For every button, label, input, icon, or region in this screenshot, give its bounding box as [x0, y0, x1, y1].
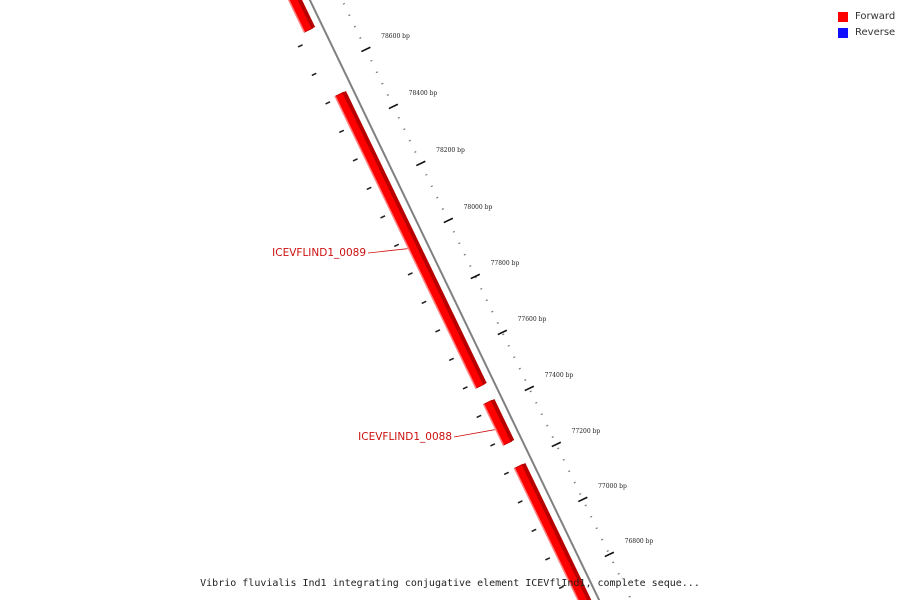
sequence-caption: Vibrio fluvialis Ind1 integrating conjugative element ICEVflInd1, complete seque... [200, 578, 700, 589]
minor-tick [535, 402, 537, 403]
left-scale-tick [490, 444, 495, 446]
left-scale-tick [449, 358, 454, 360]
minor-tick [607, 551, 609, 552]
minor-tick [486, 300, 488, 301]
left-scale-tick [408, 273, 413, 275]
minor-tick [530, 391, 532, 392]
tick-label: 77200 bp [571, 428, 601, 436]
tick-label: 78400 bp [408, 90, 438, 98]
left-scale-tick [367, 187, 372, 189]
left-scale-tick [504, 472, 509, 474]
minor-tick [502, 334, 504, 335]
tick-label: 76800 bp [624, 538, 654, 546]
major-tick [498, 330, 507, 334]
gene-highlight [335, 96, 476, 388]
left-scale-tick [477, 415, 482, 417]
gene-label-leader [454, 430, 495, 437]
left-scale-tick [339, 130, 344, 132]
reverse-swatch-icon [838, 28, 848, 38]
minor-tick [370, 60, 372, 61]
major-tick [605, 552, 614, 556]
minor-tick [480, 288, 482, 289]
left-scale-tick [463, 387, 468, 389]
minor-tick [398, 117, 400, 118]
gene-body [335, 92, 484, 388]
left-scale-tick [435, 330, 440, 332]
gene-side [342, 91, 486, 385]
tick-label: 78000 bp [463, 204, 493, 212]
minor-tick [513, 357, 515, 358]
minor-tick [425, 174, 427, 175]
minor-tick [552, 437, 554, 438]
left-scale-tick [545, 558, 550, 560]
major-tick [389, 104, 398, 108]
minor-tick [409, 140, 411, 141]
minor-tick [354, 26, 356, 27]
minor-tick [541, 414, 543, 415]
major-tick [361, 47, 370, 51]
minor-tick [497, 323, 499, 324]
tick-label: 77000 bp [598, 483, 627, 491]
minor-tick [348, 15, 350, 16]
left-scale-tick [312, 73, 317, 75]
minor-tick [431, 186, 433, 187]
minor-tick [458, 243, 460, 244]
gene-0088[interactable] [484, 399, 515, 445]
minor-tick [601, 539, 603, 540]
tick-label: 77400 bp [544, 372, 574, 380]
minor-tick [563, 459, 565, 460]
minor-tick [403, 129, 405, 130]
minor-tick [387, 95, 389, 96]
minor-tick [629, 596, 631, 597]
gene-label-gene-0088[interactable]: ICEVFLIND1_0088 [358, 431, 452, 443]
gene-features [283, 0, 602, 600]
scale-ticks [298, 0, 653, 600]
legend-label-forward: Forward [855, 11, 896, 22]
legend-item-forward[interactable] [838, 9, 895, 24]
legend-label-reverse: Reverse [855, 27, 896, 38]
tick-label: 77600 bp [517, 316, 547, 324]
major-tick [444, 218, 453, 222]
minor-tick [596, 528, 598, 529]
minor-tick [590, 516, 592, 517]
minor-tick [436, 197, 438, 198]
minor-tick [519, 368, 521, 369]
minor-tick [381, 83, 383, 84]
minor-tick [585, 505, 587, 506]
left-scale-tick [394, 244, 399, 246]
major-tick [552, 442, 561, 446]
left-scale-tick [532, 529, 537, 531]
minor-tick [508, 345, 510, 346]
minor-tick [618, 573, 620, 574]
left-scale-tick [353, 159, 358, 161]
gene-label-leader [368, 249, 408, 253]
left-scale-tick [422, 301, 427, 303]
minor-tick [359, 38, 361, 39]
minor-tick [469, 266, 471, 267]
left-scale-tick [326, 102, 331, 104]
major-tick [578, 497, 587, 501]
minor-tick [376, 72, 378, 73]
sequence-axis [306, 0, 602, 600]
tick-label: 78200 bp [436, 147, 465, 155]
minor-tick [343, 3, 345, 4]
left-scale-tick [518, 501, 523, 503]
minor-tick [453, 231, 455, 232]
gene-0089[interactable] [335, 91, 487, 388]
minor-tick [464, 254, 466, 255]
tick-label: 77800 bp [490, 260, 520, 268]
minor-tick [524, 380, 526, 381]
left-scale-tick [381, 216, 386, 218]
major-tick [416, 161, 425, 165]
minor-tick [568, 471, 570, 472]
gene-top[interactable] [283, 0, 315, 32]
forward-swatch-icon [838, 12, 848, 22]
left-scale-tick [298, 45, 303, 47]
legend-item-reverse[interactable] [838, 25, 895, 40]
minor-tick [574, 482, 576, 483]
tick-label: 78600 bp [381, 33, 410, 41]
minor-tick [546, 425, 548, 426]
minor-tick [414, 152, 416, 153]
strand-legend [838, 9, 895, 41]
gene-label-gene-0089[interactable]: ICEVFLIND1_0089 [272, 247, 366, 259]
minor-tick [442, 209, 444, 210]
minor-tick [612, 562, 614, 563]
major-tick [525, 386, 534, 390]
minor-tick [491, 311, 493, 312]
minor-tick [557, 448, 559, 449]
minor-tick [579, 494, 581, 495]
